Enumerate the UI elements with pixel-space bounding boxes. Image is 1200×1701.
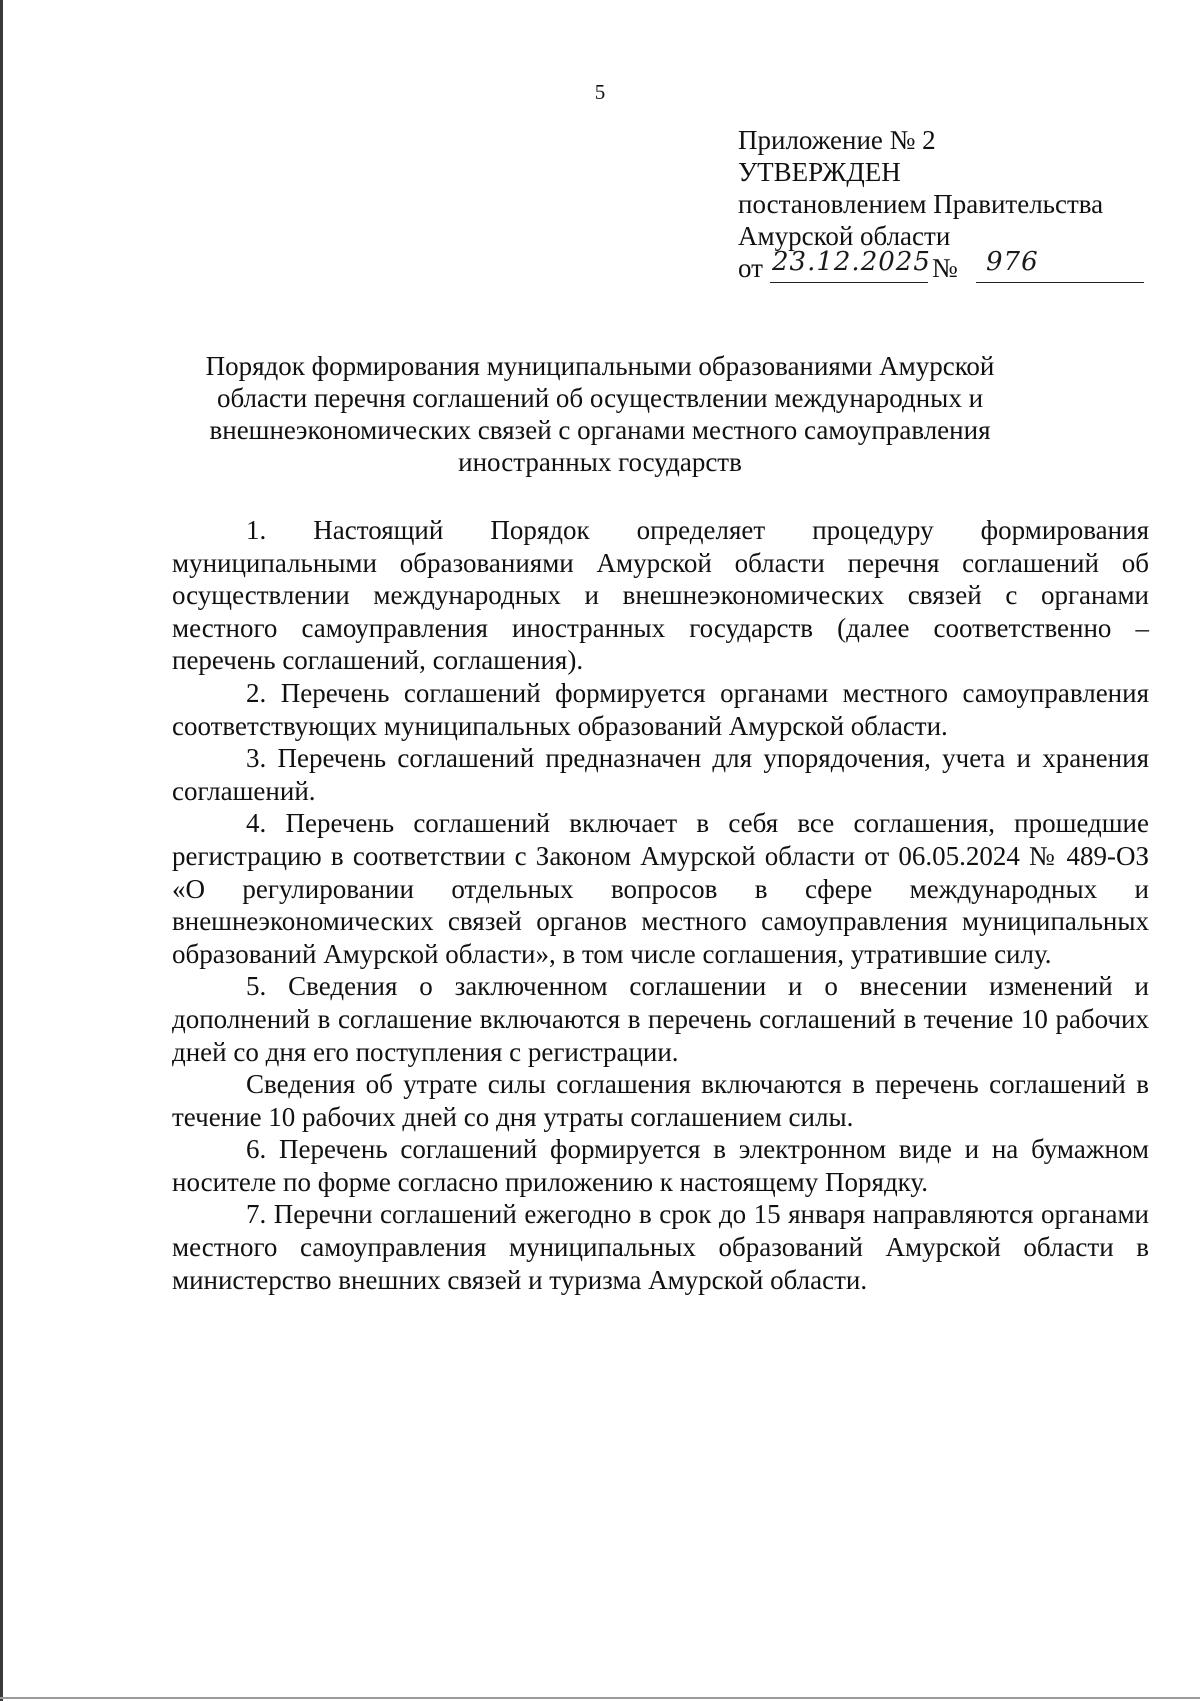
date-underline <box>770 282 928 283</box>
paragraph-5: 5. Сведения о заключенном соглашении и о внесении изменений и дополнений в соглашение включаются в перечень соглашений в течение 10 рабочих дней со дня его поступления с регистрации. <box>172 971 1149 1067</box>
scan-edge-bottom <box>0 1697 1200 1699</box>
resolution-label: постановлением Правительства <box>738 189 1104 219</box>
appendix-label: Приложение № 2 <box>738 125 936 155</box>
region-label: Амурской области <box>738 221 951 251</box>
approval-block <box>738 124 1168 288</box>
approved-label: УТВЕРЖДЕН <box>738 157 901 187</box>
page-number: 5 <box>594 80 606 104</box>
paragraph-7: 7. Перечни соглашений ежегодно в срок до 15 января направляются органами местного самоуправления муниципальных образований Амурской области в министерство внешних связей и туризма Амурской области. <box>172 1199 1149 1295</box>
paragraph-4: 4. Перечень соглашений включает в себя все соглашения, прошедшие регистрацию в соответствии с Законом Амурской области от 06.05.2024 № 489-ОЗ «О регулировании отдельных вопросов в сфере международных и внешнеэкономических связей органов местного самоуправления муниципальных образований Амурской области», в том числе соглашения, утратившие силу. <box>172 808 1149 969</box>
scan-edge-left <box>0 0 3 1701</box>
date-number-line <box>738 247 1168 288</box>
paragraph-5-continued: Сведения об утрате силы соглашения включаются в перечень соглашений в течение 10 рабочих дней со дня утраты соглашением силы. <box>172 1069 1149 1132</box>
handwritten-number: 976 <box>986 247 1039 277</box>
paragraph-3: 3. Перечень соглашений предназначен для упорядочения, учета и хранения соглашений. <box>172 743 1149 806</box>
handwritten-date: 23.12.2025 <box>772 247 931 277</box>
number-underline <box>976 282 1144 283</box>
document-title: Порядок формирования муниципальными образованиями Амурской области перечня соглашений об осуществлении международных и внешнеэкономических связей с органами местного самоуправления иностранных государств <box>205 351 995 477</box>
paragraph-1: 1. Настоящий Порядок определяет процедуру формирования муниципальными образованиями Амурской области перечня соглашений об осуществлении международных и внешнеэкономических связей с органами местного самоуправления иностранных государств (далее соответственно – перечень соглашений, соглашения). <box>172 515 1149 676</box>
paragraph-2: 2. Перечень соглашений формируется органами местного самоуправления соответствующих муниципальных образований Амурской области. <box>172 677 1149 741</box>
date-prefix: от <box>738 253 763 283</box>
number-prefix: № <box>932 253 958 283</box>
document-body <box>172 514 1149 1296</box>
paragraph-6: 6. Перечень соглашений формируется в электронном виде и на бумажном носителе по форме согласно приложению к настоящему Порядку. <box>172 1134 1149 1197</box>
